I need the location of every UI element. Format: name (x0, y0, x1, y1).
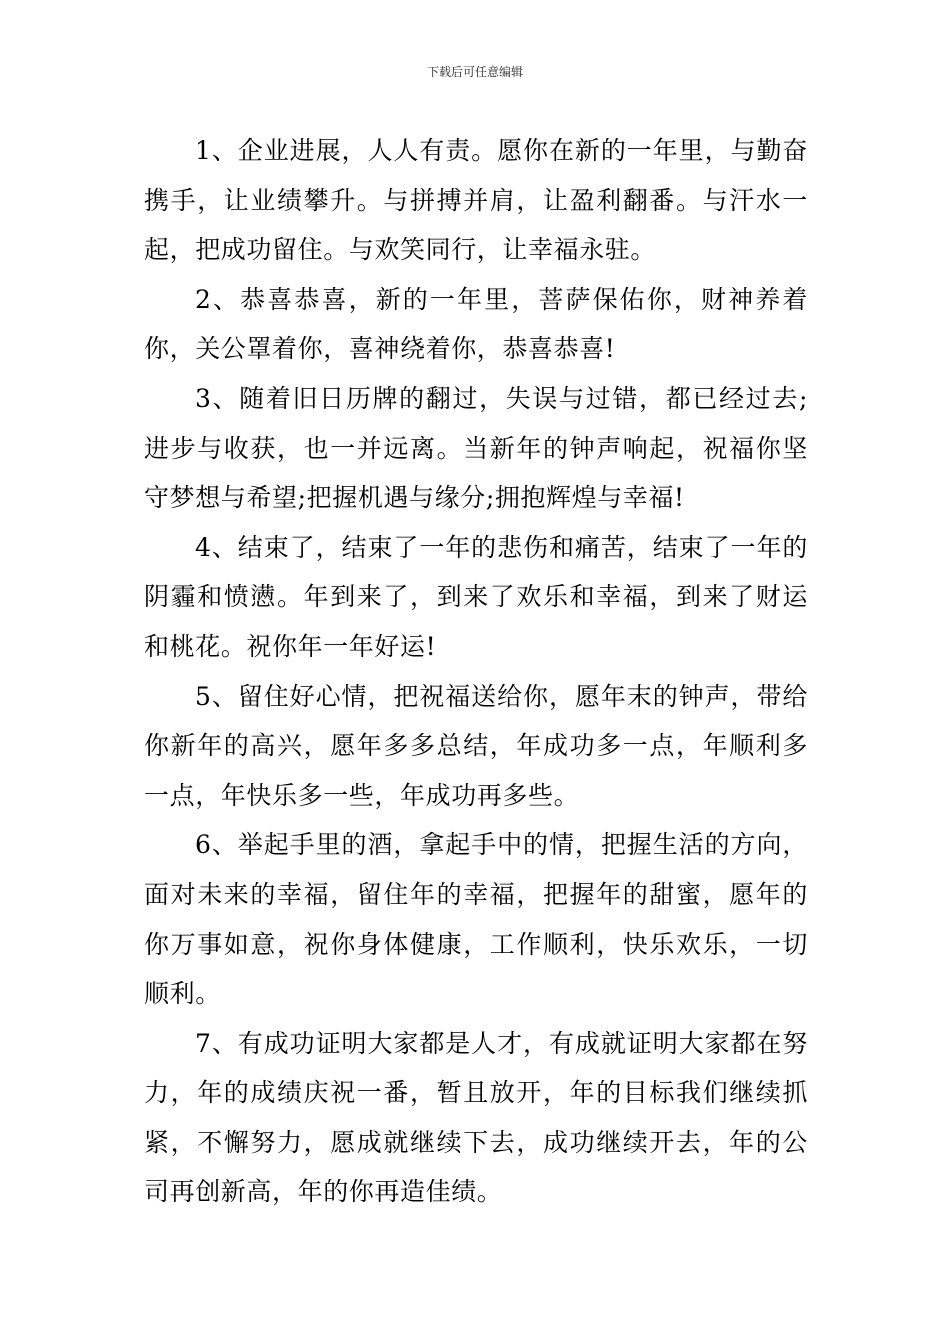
paragraph-3: 3、随着旧日历牌的翻过，失误与过错，都已经过去;进步与收获，也一并远离。当新年的钟声响起，祝福你坚守梦想与希望;把握机遇与缘分;拥抱辉煌与幸福! (144, 383, 808, 513)
page-header: 下载后可任意编辑 (426, 65, 523, 79)
paragraph-4: 4、结束了，结束了一年的悲伤和痛苦，结束了一年的阴霾和愤懑。年到来了，到来了欢乐和幸福，到来了财运和桃花。祝你年一年好运! (144, 532, 808, 661)
paragraph-7: 7、有成功证明大家都是人才，有成就证明大家都在努力，年的成绩庆祝一番，暂且放开，年的目标我们继续抓紧，不懈努力，愿成就继续下去，成功继续开去，年的公司再创新高，年的你再造佳绩。 (144, 1028, 808, 1207)
paragraph-1: 1、企业进展，人人有责。愿你在新的一年里，与勤奋携手，让业绩攀升。与拼搏并肩，让盈利翻番。与汗水一起，把成功留住。与欢笑同行，让幸福永驻。 (144, 136, 808, 265)
paragraph-2: 2、恭喜恭喜，新的一年里，菩萨保佑你，财神养着你，关公罩着你，喜神绕着你，恭喜恭喜! (144, 284, 808, 364)
document-body (144, 126, 808, 1217)
paragraph-5: 5、留住好心情，把祝福送给你，愿年末的钟声，带给你新年的高兴，愿年多多总结，年成功多一点，年顺利多一点，年快乐多一些，年成功再多些。 (144, 681, 808, 810)
paragraph-6: 6、举起手里的酒，拿起手中的情，把握生活的方向，面对未来的幸福，留住年的幸福，把握年的甜蜜，愿年的你万事如意，祝你身体健康，工作顺利，快乐欢乐，一切顺利。 (144, 830, 808, 1009)
